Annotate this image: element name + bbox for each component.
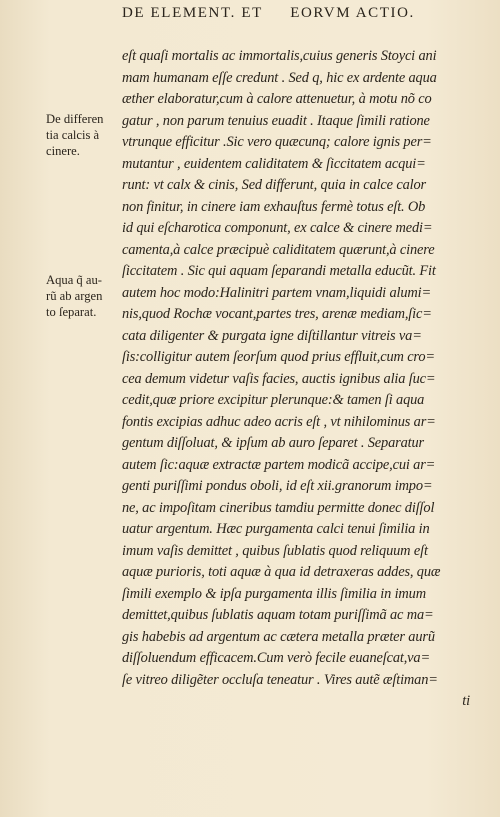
text-line: camenta,à calce præcipuè caliditatem quærunt,à cinere xyxy=(122,241,435,258)
text-line: genti puriſſimi pondus oboli, id eſt xii.granorum impo= xyxy=(122,478,433,494)
margin-note-line: tia calcis à xyxy=(46,128,100,142)
margin-note-line: De differen xyxy=(46,112,104,126)
text-line: aquæ purioris, toti aquæ à qua id detraxeras addes, quæ xyxy=(122,564,441,580)
text-line: diſſoluendum efficacem.Cum verò fecile euaneſcat,va= xyxy=(122,650,431,666)
text-line: cea demum videtur vaſis facies, auctis ignibus alia ſuc= xyxy=(122,370,436,387)
text-line: æther elaboratur,cum à calore attenuetur, à motu nõ co xyxy=(122,91,432,107)
text-line: imum vaſis demittet , quibus ſublatis quod reliquum eſt xyxy=(122,542,428,559)
text-line: mam humanam eſſe credunt . Sed q, hic ex ardente aqua xyxy=(122,69,437,86)
margin-note-line: Aqua q̃ au- xyxy=(46,273,102,287)
text-line: ſe vitreo diligẽter occluſa teneatur . Vires autẽ æſtiman= xyxy=(122,671,438,688)
text-line: id qui eſcharotica componunt, ex calce & cinere medi= xyxy=(122,220,433,236)
text-line: ſimili exemplo & ipſa purgamenta illis ſimilia in imum xyxy=(122,585,426,602)
text-line: fontis excipias adhuc adeo acris eſt , vt nihilominus ar= xyxy=(122,413,436,430)
catchword: ti xyxy=(462,693,470,709)
margin-note-line: cinere. xyxy=(46,144,80,158)
text-line: gis habebis ad argentum ac cætera metalla præter aurũ xyxy=(122,628,435,645)
text-line: uatur argentum. Hæc purgamenta calci tenui ſimilia in xyxy=(122,521,430,537)
margin-note-calx-cinis xyxy=(46,111,122,159)
running-header xyxy=(122,5,494,22)
margin-note-aqua-separandi xyxy=(46,272,122,320)
header-right: EORVM ACTIO. xyxy=(290,5,415,21)
text-line: ſiccitatem . Sic qui aquam ſeparandi metalla educũt. Fit xyxy=(122,263,436,279)
text-line: gentum diſſoluat, & ipſum ab auro ſeparet . Separatur xyxy=(122,435,424,451)
margin-note-line: rũ ab argen xyxy=(46,289,103,303)
text-line: mutantur , euidentem caliditatem & ſiccitatem acqui= xyxy=(122,155,426,172)
text-line: cata diligenter & purgata igne diſtillantur vitreis va= xyxy=(122,327,422,344)
text-line: cedit,quæ priore excipitur plerunque:& tamen ſi aqua xyxy=(122,392,425,408)
text-line: vtrunque efficitur .Sic vero quæcunq; calore ignis per= xyxy=(122,134,432,150)
text-line: gatur , non parum tenuius euadit . Itaque ſimili ratione xyxy=(122,112,430,129)
text-line: demittet,quibus ſublatis aquam totam puriſſimã ac ma= xyxy=(122,607,434,623)
text-line: nis,quod Rochæ vocant,partes tres, arenæ mediam,ſic= xyxy=(122,306,432,322)
main-text-block xyxy=(122,46,488,713)
text-line: runt: vt calx & cinis, Sed differunt, quia in calce calor xyxy=(122,177,426,193)
text-line: ne, ac impoſitam cineribus tamdiu permitte donec diſſol xyxy=(122,499,435,516)
text-line: autem hoc modo:Halinitri partem vnam,liquidi alumi= xyxy=(122,284,432,301)
text-line: ſis:colligitur autem ſeorſum quod prius effluit,cum cro= xyxy=(122,349,435,365)
text-line: non finitur, in cinere iam exhauſtus fermè totus eſt. Ob xyxy=(122,198,426,215)
header-left: DE ELEMENT. ET xyxy=(122,5,263,21)
text-line: eſt quaſi mortalis ac immortalis,cuius generis Stoyci ani xyxy=(122,48,437,64)
text-line: autem ſic:aquæ extractæ partem modicã accipe,cui ar= xyxy=(122,456,436,473)
margin-note-line: to ſeparat. xyxy=(46,305,97,319)
